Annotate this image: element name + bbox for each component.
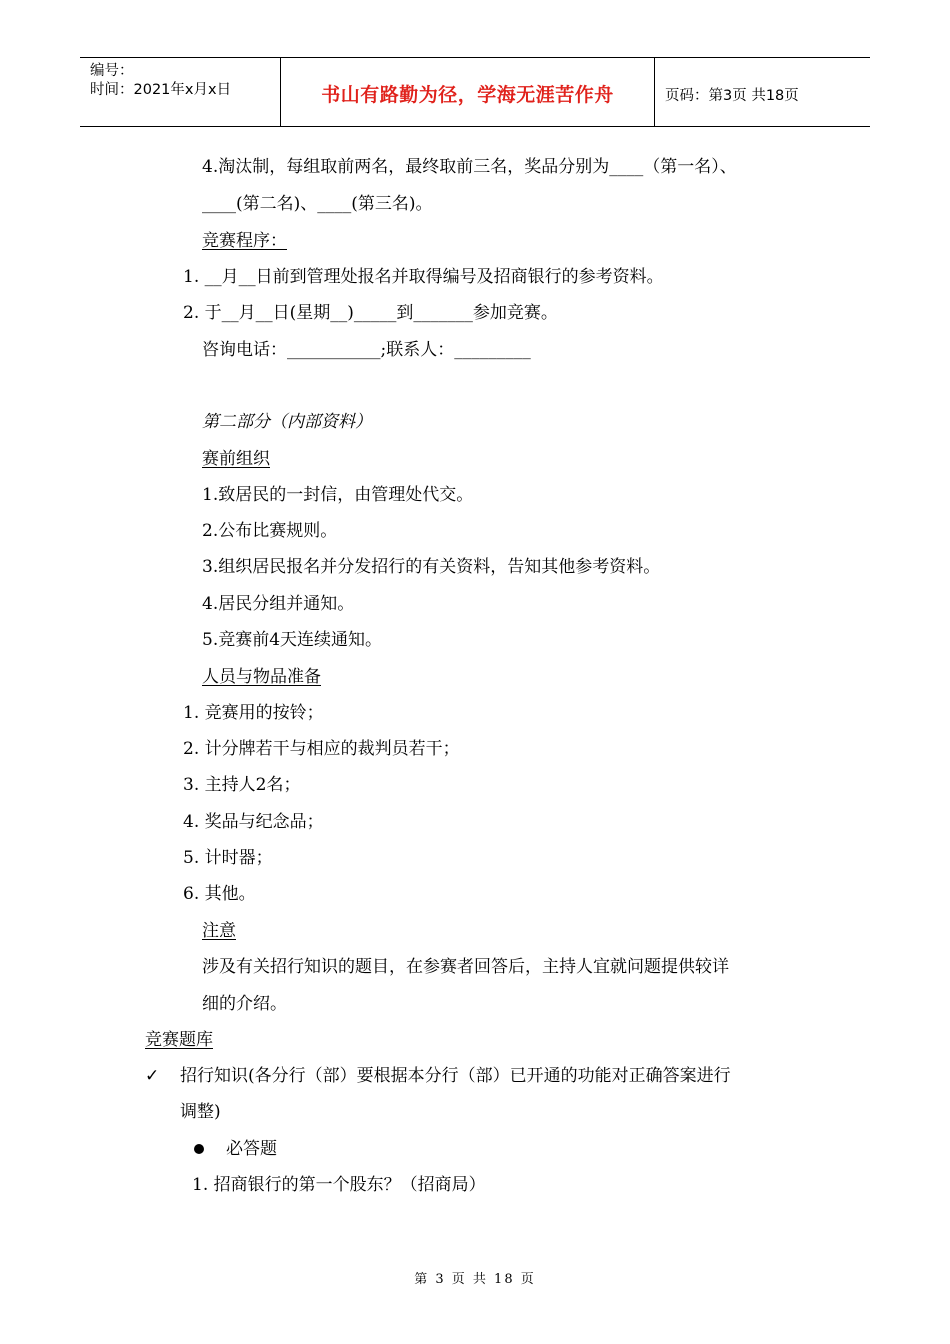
section-heading-preparation: 人员与物品准备 [202,667,321,687]
header-meta [90,62,231,100]
header-page-info: 页码：第3页 共18页 [665,88,799,104]
section-heading-note: 注意 [202,921,236,941]
section-heading-pre-organization: 赛前组织 [202,449,270,469]
check-icon: ✓ [145,1066,160,1086]
note-text-line-1: 涉及有关招行知识的题目，在参赛者回答后，主持人宜就问题提供较详 [202,957,729,977]
list-item: 5. 计时器； [183,848,273,868]
required-questions-heading: 必答题 [226,1139,277,1159]
note-text-line-2: 细的介绍。 [202,994,287,1014]
body-line-2: ____(第二名)、____(第三名)。 [202,194,433,214]
list-item: 5.竞赛前4天连续通知。 [202,630,383,650]
knowledge-line-1: 招行知识(各分行（部）要根据本分行（部）已开通的功能对正确答案进行 [180,1066,731,1086]
list-item: 2. 计分牌若干与相应的裁判员若干； [183,739,460,759]
list-item: 1. 竞赛用的按铃； [183,703,324,723]
list-item: 2. 于__月__日(星期__)_____到_______参加竞赛。 [183,303,558,323]
list-item: 3. 主持人2名； [183,775,301,795]
header-motto: 书山有路勤为径，学海无涯苦作舟 [321,84,614,106]
bullet-icon [194,1138,204,1160]
header-divider-right [654,58,655,126]
list-item: 1.致居民的一封信，由管理处代交。 [202,485,474,505]
section-heading-question-bank: 竞赛题库 [145,1030,213,1050]
part-two-heading: 第二部分（内部资料） [202,412,372,432]
knowledge-line-2: 调整) [180,1102,221,1122]
list-item: 2.公布比赛规则。 [202,521,338,541]
list-item: 1. __月__日前到管理处报名并取得编号及招商银行的参考资料。 [183,267,664,287]
section-heading-procedure: 竞赛程序： [202,231,287,251]
question-item: 1. 招商银行的第一个股东？（招商局） [192,1175,486,1195]
contact-line: 咨询电话：___________;联系人：_________ [202,340,531,360]
header-table [80,57,870,127]
time-label: 时间：2021年x月x日 [90,82,232,98]
list-item: 4.居民分组并通知。 [202,594,355,614]
list-item: 4. 奖品与纪念品； [183,812,324,832]
number-label: 编号： [90,63,134,79]
body-line-1: 4.淘汰制，每组取前两名，最终取前三名，奖品分别为____（第一名）、 [202,157,737,177]
list-item: 3.组织居民报名并分发招行的有关资料，告知其他参考资料。 [202,557,661,577]
list-item: 6. 其他。 [183,884,256,904]
page-footer: 第 3 页 共 18 页 [414,1272,536,1287]
